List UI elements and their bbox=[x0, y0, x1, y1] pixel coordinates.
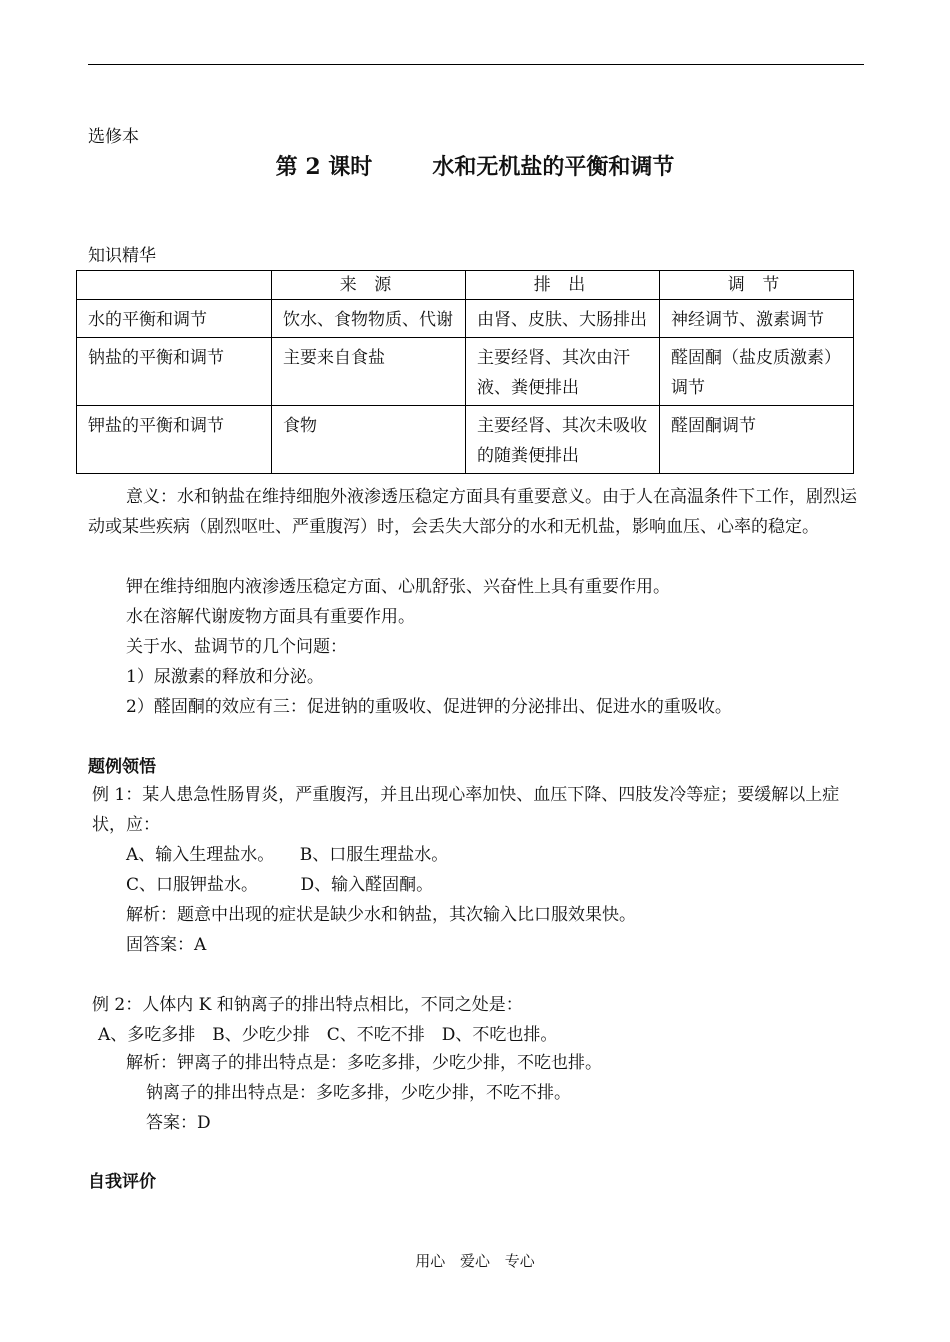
question-item-2: 2）醛固酮的效应有三：促进钠的重吸收、促进钾的分泌排出、促进水的重吸收。 bbox=[126, 697, 732, 717]
significance-paragraph: 意义：水和钠盐在维持细胞外液渗透压稳定方面具有重要意义。由于人在高温条件下工作，剧烈运动或某些疾病（剧烈呕吐、严重腹泻）时，会丢失大部分的水和无机盐，影响血压、心率的稳定。 bbox=[88, 487, 857, 537]
example-2-answer: 答案：D bbox=[146, 1113, 211, 1133]
table-cell: 钠盐的平衡和调节 bbox=[77, 338, 272, 406]
footer-item: 专心 bbox=[504, 1252, 535, 1270]
example-1-answer: 固答案：A bbox=[126, 935, 207, 955]
questions-intro: 关于水、盐调节的几个问题： bbox=[126, 637, 347, 657]
header-rule bbox=[88, 64, 864, 65]
example-2-analysis-potassium: 解析：钾离子的排出特点是：多吃多排，少吃少排，不吃也排。 bbox=[126, 1053, 602, 1073]
table-row bbox=[77, 300, 854, 338]
example-2-question: 例 2：人体内 K 和钠离子的排出特点相比，不同之处是： bbox=[92, 995, 523, 1015]
table-cell: 由肾、皮肤、大肠排出 bbox=[466, 300, 660, 338]
page-title bbox=[0, 153, 950, 181]
table-cell: 主要经肾、其次由汗液、粪便排出 bbox=[466, 338, 660, 406]
footer-item: 爱心 bbox=[459, 1252, 490, 1270]
example-1-analysis: 解析：题意中出现的症状是缺少水和钠盐，其次输入比口服效果快。 bbox=[126, 905, 636, 925]
lesson-topic: 水和无机盐的平衡和调节 bbox=[432, 154, 675, 180]
examples-heading: 题例领悟 bbox=[88, 757, 156, 777]
book-label: 选修本 bbox=[88, 127, 139, 147]
footer-item: 用心 bbox=[415, 1252, 446, 1270]
question-item-1: 1）尿激素的释放和分泌。 bbox=[126, 667, 324, 687]
knowledge-table bbox=[76, 270, 854, 474]
lesson-number: 第 2 课时 bbox=[275, 154, 373, 180]
table-cell: 醛固酮（盐皮质激素）调节 bbox=[660, 338, 854, 406]
table-header-cell: 排 出 bbox=[466, 271, 660, 300]
table-cell: 主要来自食盐 bbox=[272, 338, 466, 406]
table-header-cell: 调 节 bbox=[660, 271, 854, 300]
example-1-options-a-b: A、输入生理盐水。 B、口服生理盐水。 bbox=[126, 845, 449, 865]
example-1-options-c-d: C、口服钾盐水。 D、输入醛固酮。 bbox=[126, 875, 434, 895]
table-header-row bbox=[77, 271, 854, 300]
table-cell: 食物 bbox=[272, 406, 466, 474]
table-cell: 醛固酮调节 bbox=[660, 406, 854, 474]
water-paragraph: 水在溶解代谢废物方面具有重要作用。 bbox=[126, 607, 415, 627]
table-cell: 钾盐的平衡和调节 bbox=[77, 406, 272, 474]
table-header-cell bbox=[77, 271, 272, 300]
example-2-analysis-sodium: 钠离子的排出特点是：多吃多排，少吃少排，不吃不排。 bbox=[146, 1083, 571, 1103]
table-row bbox=[77, 406, 854, 474]
table-row bbox=[77, 338, 854, 406]
table-header-cell: 来 源 bbox=[272, 271, 466, 300]
potassium-paragraph: 钾在维持细胞内液渗透压稳定方面、心肌舒张、兴奋性上具有重要作用。 bbox=[126, 577, 670, 597]
example-2-options: A、多吃多排 B、少吃少排 C、不吃不排 D、不吃也排。 bbox=[98, 1025, 558, 1045]
example-1-question: 例 1：某人患急性肠胃炎，严重腹泻，并且出现心率加快、血压下降、四肢发冷等症；要缓解以上症状，应： bbox=[92, 785, 840, 835]
table-cell: 水的平衡和调节 bbox=[77, 300, 272, 338]
table-cell: 主要经肾、其次未吸收的随粪便排出 bbox=[466, 406, 660, 474]
self-eval-heading: 自我评价 bbox=[88, 1172, 156, 1192]
table-cell: 饮水、食物物质、代谢 bbox=[272, 300, 466, 338]
table-cell: 神经调节、激素调节 bbox=[660, 300, 854, 338]
knowledge-heading: 知识精华 bbox=[88, 246, 156, 266]
page-footer bbox=[0, 1250, 950, 1271]
